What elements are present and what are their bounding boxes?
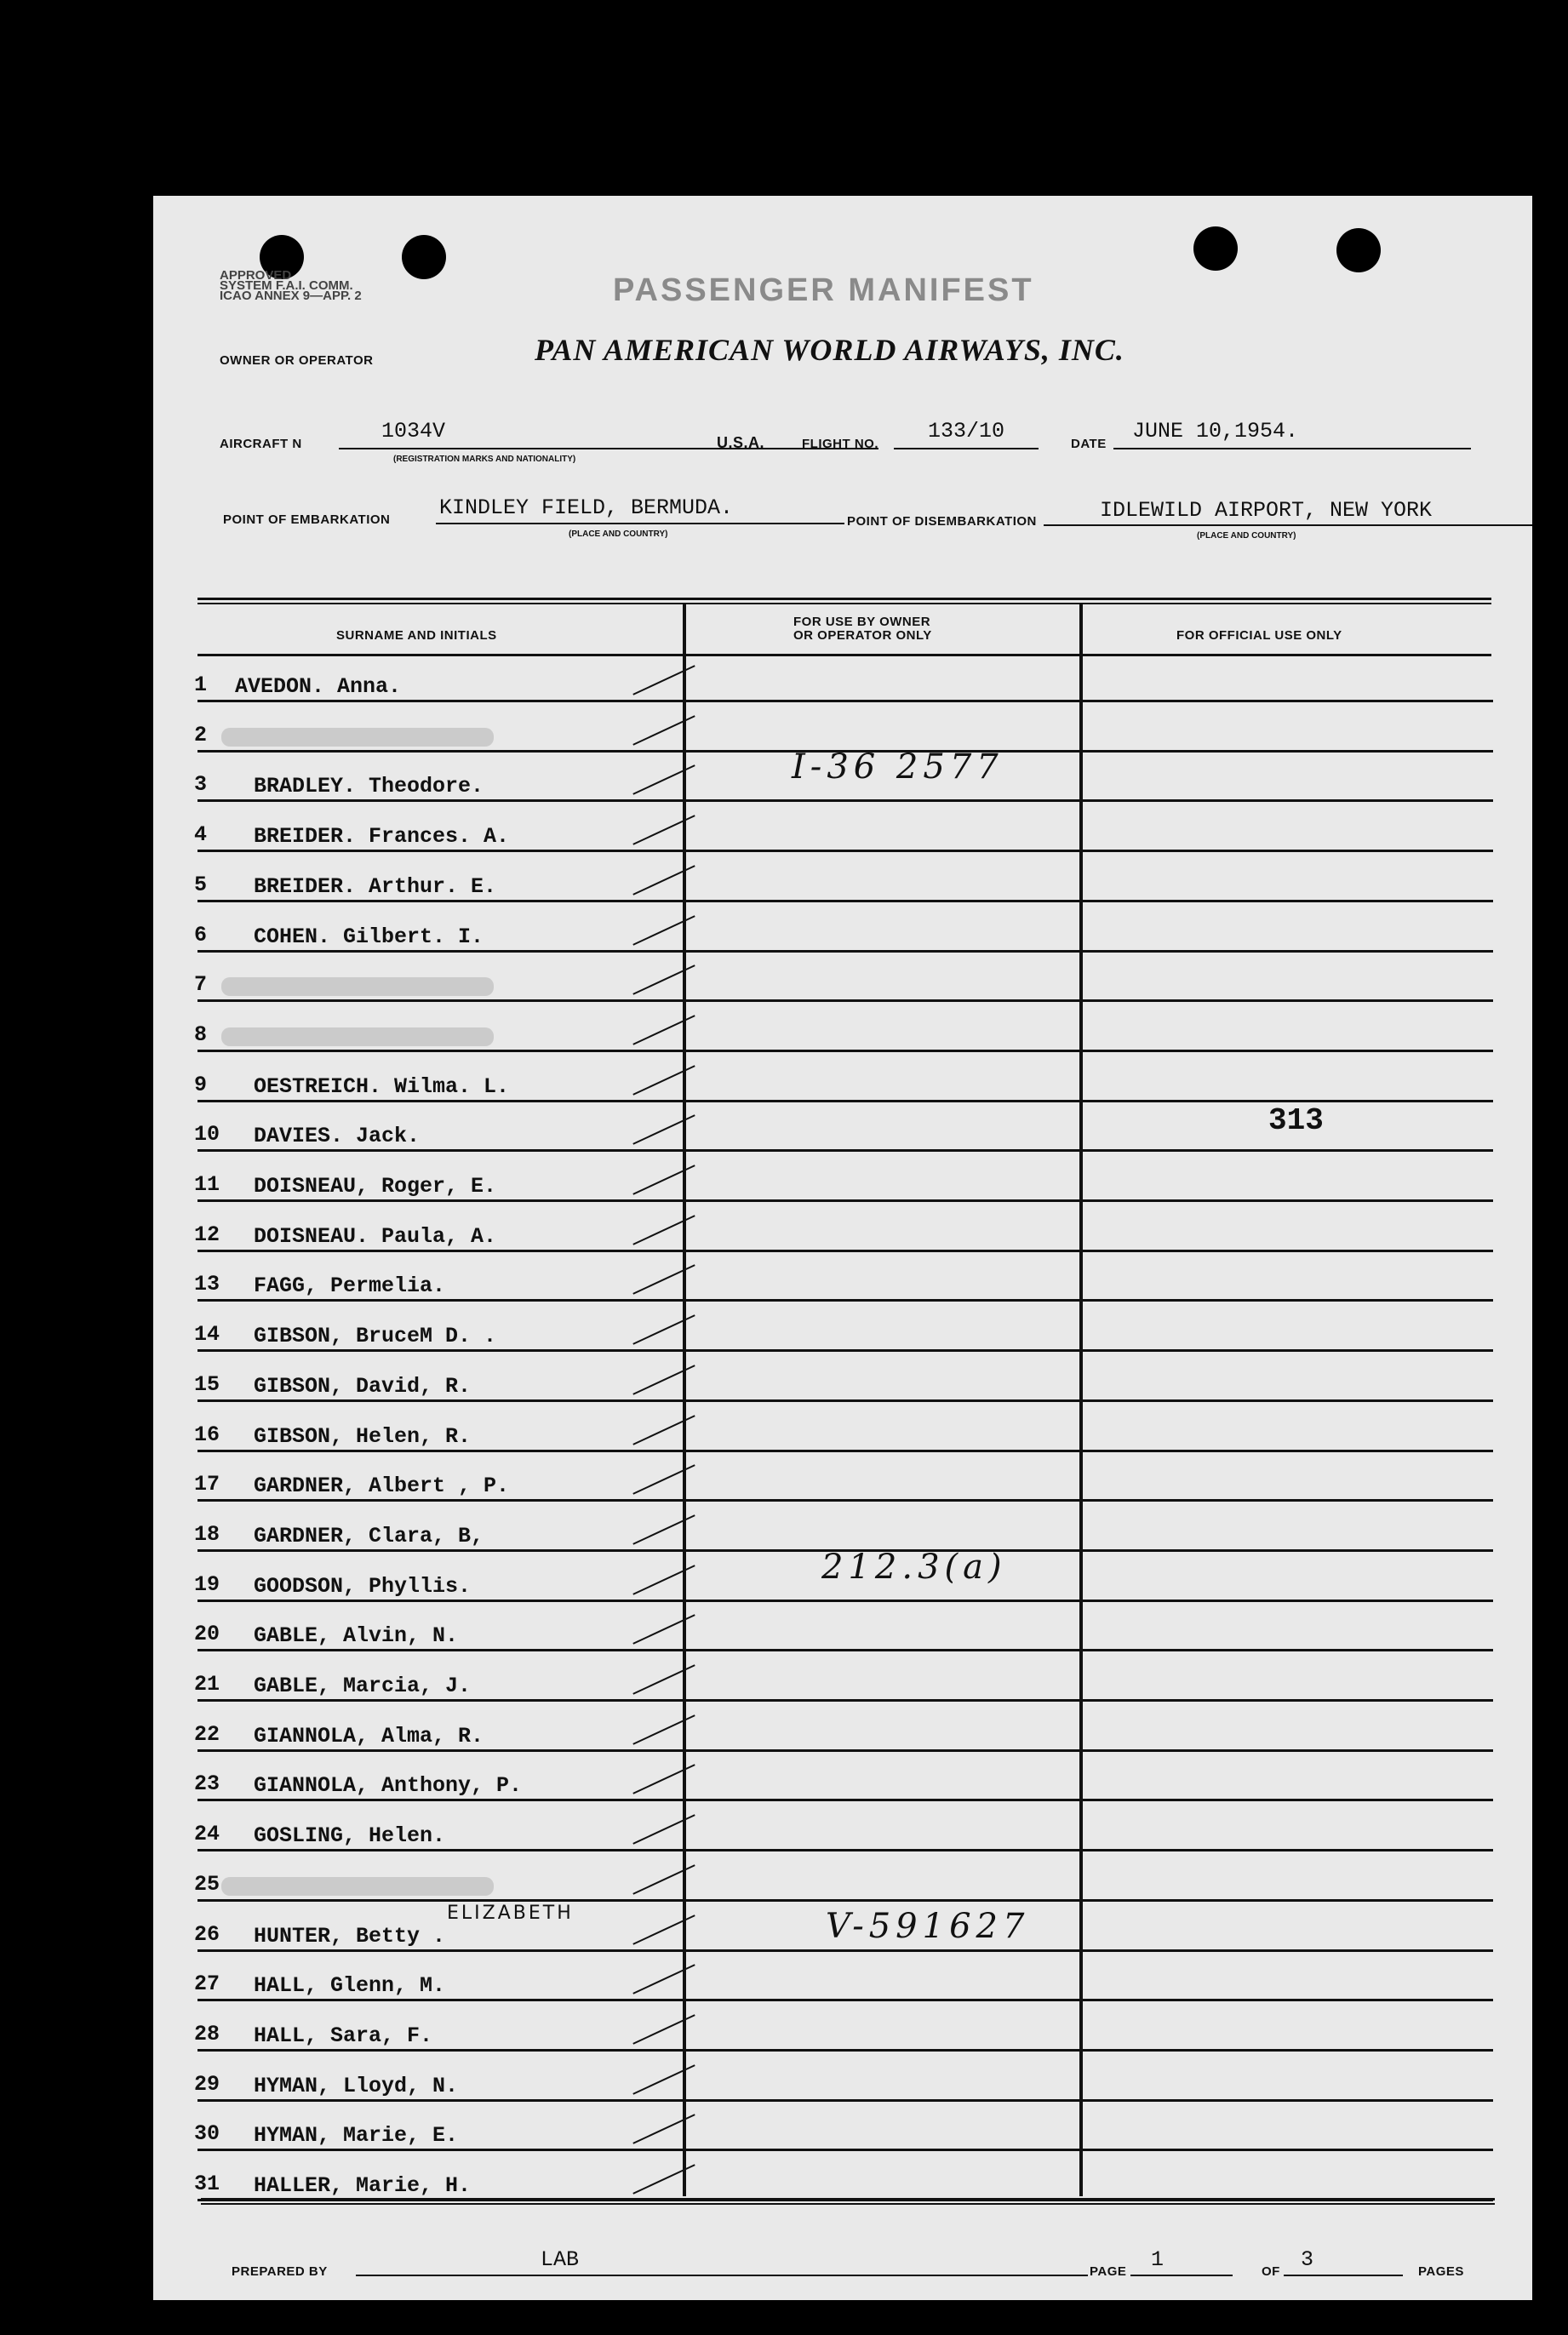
of-label: OF	[1262, 2264, 1280, 2279]
passenger-name: DAVIES. Jack.	[254, 1124, 421, 1149]
row-number: 6	[194, 922, 208, 947]
passenger-name: GARDNER, Clara, B,	[254, 1523, 484, 1548]
embarkation-sublabel: (PLACE AND COUNTRY)	[569, 529, 668, 539]
table-row-line	[197, 900, 1493, 902]
row-number: 21	[194, 1672, 220, 1697]
of-underline	[1284, 2275, 1403, 2276]
table-row-line	[197, 1699, 1493, 1702]
table-top-rule	[197, 598, 1491, 600]
col-surname-header: SURNAME AND INITIALS	[336, 628, 497, 643]
usa-label: U.S.A.	[717, 434, 765, 451]
table-row-line	[197, 2049, 1493, 2052]
table-row-line	[197, 1299, 1493, 1302]
table-row-line	[197, 2149, 1493, 2151]
passenger-name: HYMAN, Marie, E.	[254, 2123, 459, 2149]
table-row-line	[197, 1250, 1493, 1252]
row-number: 11	[194, 1172, 220, 1197]
pages-label: PAGES	[1418, 2264, 1464, 2279]
aircraft-sublabel: (REGISTRATION MARKS AND NATIONALITY)	[393, 455, 576, 464]
row-number: 25	[194, 1871, 220, 1897]
flight-underline	[894, 448, 1039, 449]
row-number: 18	[194, 1521, 220, 1547]
prepared-underline	[356, 2275, 1088, 2276]
row-number: 28	[194, 2021, 220, 2046]
row-number: 24	[194, 1822, 220, 1847]
table-row-line	[197, 1649, 1493, 1651]
table-row-line	[197, 999, 1493, 1002]
passenger-name: GARDNER, Albert , P.	[254, 1474, 510, 1499]
table-row-line	[197, 1149, 1493, 1152]
table-row-line	[197, 1050, 1493, 1052]
passenger-name: GOSLING, Helen.	[254, 1823, 446, 1849]
passenger-name: HALLER, Marie, H.	[254, 2173, 472, 2198]
passenger-name: HUNTER, Betty .	[254, 1923, 446, 1949]
row26-owner-annotation: V-591627	[826, 1907, 1030, 1946]
passenger-name: GABLE, Alvin, N.	[254, 1623, 459, 1649]
passenger-name: AVEDON. Anna.	[235, 674, 402, 699]
manifest-sheet	[153, 196, 1532, 2300]
table-row-line	[197, 799, 1493, 802]
table-row-line	[197, 700, 1493, 702]
page-label: PAGE	[1090, 2264, 1127, 2279]
aircraft-underline	[339, 448, 878, 449]
col-owner-header-1: FOR USE BY OWNER	[793, 615, 931, 629]
row-number: 17	[194, 1472, 220, 1497]
approval-stamp: APPROVED SYSTEM F.A.I. COMM. ICAO ANNEX 9—APP. 2	[220, 268, 362, 303]
row-number: 3	[194, 772, 208, 798]
table-row-line	[197, 1999, 1493, 2001]
row-number: 14	[194, 1322, 220, 1348]
table-row-line	[197, 1749, 1493, 1752]
passenger-name: COHEN. Gilbert. I.	[254, 924, 484, 949]
row-number: 1	[194, 672, 208, 697]
passenger-name: GABLE, Marcia, J.	[254, 1674, 472, 1698]
passenger-name: FAGG, Permelia.	[254, 1273, 446, 1299]
row26-insert-annotation: ELIZABETH	[447, 1903, 574, 1924]
header-rule	[197, 654, 1491, 656]
operator-name: PAN AMERICAN WORLD AIRWAYS, INC.	[535, 333, 1124, 367]
row-number: 31	[194, 2172, 220, 2196]
table-row-line	[197, 1499, 1493, 1502]
passenger-name: HYMAN, Lloyd, N.	[254, 2073, 459, 2098]
owner-label: OWNER OR OPERATOR	[220, 353, 374, 368]
date-value: JUNE 10,1954.	[1132, 419, 1299, 444]
row-number: 13	[194, 1272, 220, 1297]
table-row-line	[197, 1349, 1493, 1352]
punch-hole	[402, 235, 446, 279]
table-row-line	[197, 1600, 1493, 1602]
table-row-line	[197, 1450, 1493, 1452]
passenger-name: HALL, Glenn, M.	[254, 1973, 446, 1999]
disembarkation-sublabel: (PLACE AND COUNTRY)	[1197, 531, 1296, 541]
redacted-entry	[221, 977, 494, 996]
row-number: 10	[194, 1122, 220, 1147]
punch-hole	[1336, 228, 1381, 272]
prepared-value: LAB	[541, 2247, 580, 2272]
row-number: 16	[194, 1422, 220, 1447]
passenger-name: GIANNOLA, Anthony, P.	[254, 1773, 523, 1799]
date-underline	[1113, 448, 1471, 449]
row-number: 30	[194, 2121, 220, 2147]
table-row-line	[197, 1799, 1493, 1801]
passenger-name: GOODSON, Phyllis.	[254, 1573, 472, 1599]
date-label: DATE	[1071, 437, 1107, 451]
redacted-entry	[221, 1877, 494, 1896]
prepared-label: PREPARED BY	[232, 2264, 328, 2279]
row-number: 12	[194, 1222, 220, 1247]
row19-owner-annotation: 212.3(a)	[821, 1548, 1007, 1587]
of-value: 3	[1301, 2247, 1314, 2272]
disembarkation-label: POINT OF DISEMBARKATION	[847, 514, 1037, 529]
table-row-line	[197, 1100, 1493, 1102]
table-row-line	[197, 1849, 1493, 1851]
row-number: 4	[194, 822, 208, 848]
row-number: 7	[194, 972, 208, 998]
passenger-name: GIBSON, BruceM D. .	[254, 1324, 497, 1349]
row-number: 5	[194, 872, 208, 897]
row-number: 20	[194, 1622, 220, 1647]
col-owner-header-2: OR OPERATOR ONLY	[793, 628, 932, 643]
table-bottom-rule-2	[201, 2203, 1495, 2205]
passenger-name: BREIDER. Arthur. E.	[254, 873, 497, 899]
row-number: 19	[194, 1571, 220, 1597]
passenger-name: GIBSON, Helen, R.	[254, 1423, 472, 1449]
table-row-line	[197, 2099, 1493, 2102]
row-number: 23	[194, 1771, 220, 1797]
page-value: 1	[1151, 2247, 1165, 2272]
table-row-line	[197, 850, 1493, 852]
table-row-line	[197, 1899, 1493, 1902]
redacted-entry	[221, 728, 494, 747]
row-number: 8	[194, 1022, 208, 1047]
row-number: 27	[194, 1972, 220, 1997]
redacted-entry	[221, 1027, 494, 1046]
table-bottom-rule	[201, 2198, 1495, 2201]
embarkation-value: KINDLEY FIELD, BERMUDA.	[439, 495, 734, 520]
table-top-rule-2	[197, 603, 1491, 604]
disembarkation-underline	[1044, 524, 1532, 526]
row-number: 29	[194, 2071, 220, 2097]
flight-label: FLIGHT NO.	[802, 437, 878, 451]
passenger-name: DOISNEAU, Roger, E.	[254, 1174, 497, 1199]
aircraft-label: AIRCRAFT N	[220, 437, 302, 451]
row3-owner-annotation: I-36 2577	[792, 747, 1004, 787]
page-underline	[1130, 2275, 1233, 2276]
passenger-name: GIBSON, David, R.	[254, 1373, 472, 1399]
table-row-line	[197, 1199, 1493, 1202]
row-number: 22	[194, 1721, 220, 1747]
passenger-name: HALL, Sara, F.	[254, 2023, 433, 2048]
row-number: 15	[194, 1371, 220, 1397]
passenger-name: BRADLEY. Theodore.	[254, 774, 484, 799]
aircraft-value: 1034V	[381, 419, 446, 444]
passenger-name: OESTREICH. Wilma. L.	[254, 1073, 510, 1099]
embarkation-label: POINT OF EMBARKATION	[223, 512, 391, 527]
row10-official-annotation: 313	[1268, 1103, 1324, 1138]
row-number: 26	[194, 1921, 220, 1947]
row-number: 9	[194, 1072, 208, 1097]
disembarkation-value: IDLEWILD AIRPORT, NEW YORK	[1100, 498, 1433, 523]
table-row-line	[197, 1399, 1493, 1402]
row-number: 2	[194, 722, 208, 747]
embarkation-underline	[436, 523, 844, 524]
punch-hole	[1193, 226, 1238, 271]
table-row-line	[197, 1949, 1493, 1952]
passenger-name: DOISNEAU. Paula, A.	[254, 1223, 497, 1249]
table-row-line	[197, 950, 1493, 953]
passenger-name: BREIDER. Frances. A.	[254, 824, 510, 850]
flight-value: 133/10	[928, 419, 1005, 444]
passenger-name: GIANNOLA, Alma, R.	[254, 1723, 484, 1748]
col-official-header: FOR OFFICIAL USE ONLY	[1176, 628, 1342, 643]
form-title: PASSENGER MANIFEST	[613, 272, 1034, 308]
